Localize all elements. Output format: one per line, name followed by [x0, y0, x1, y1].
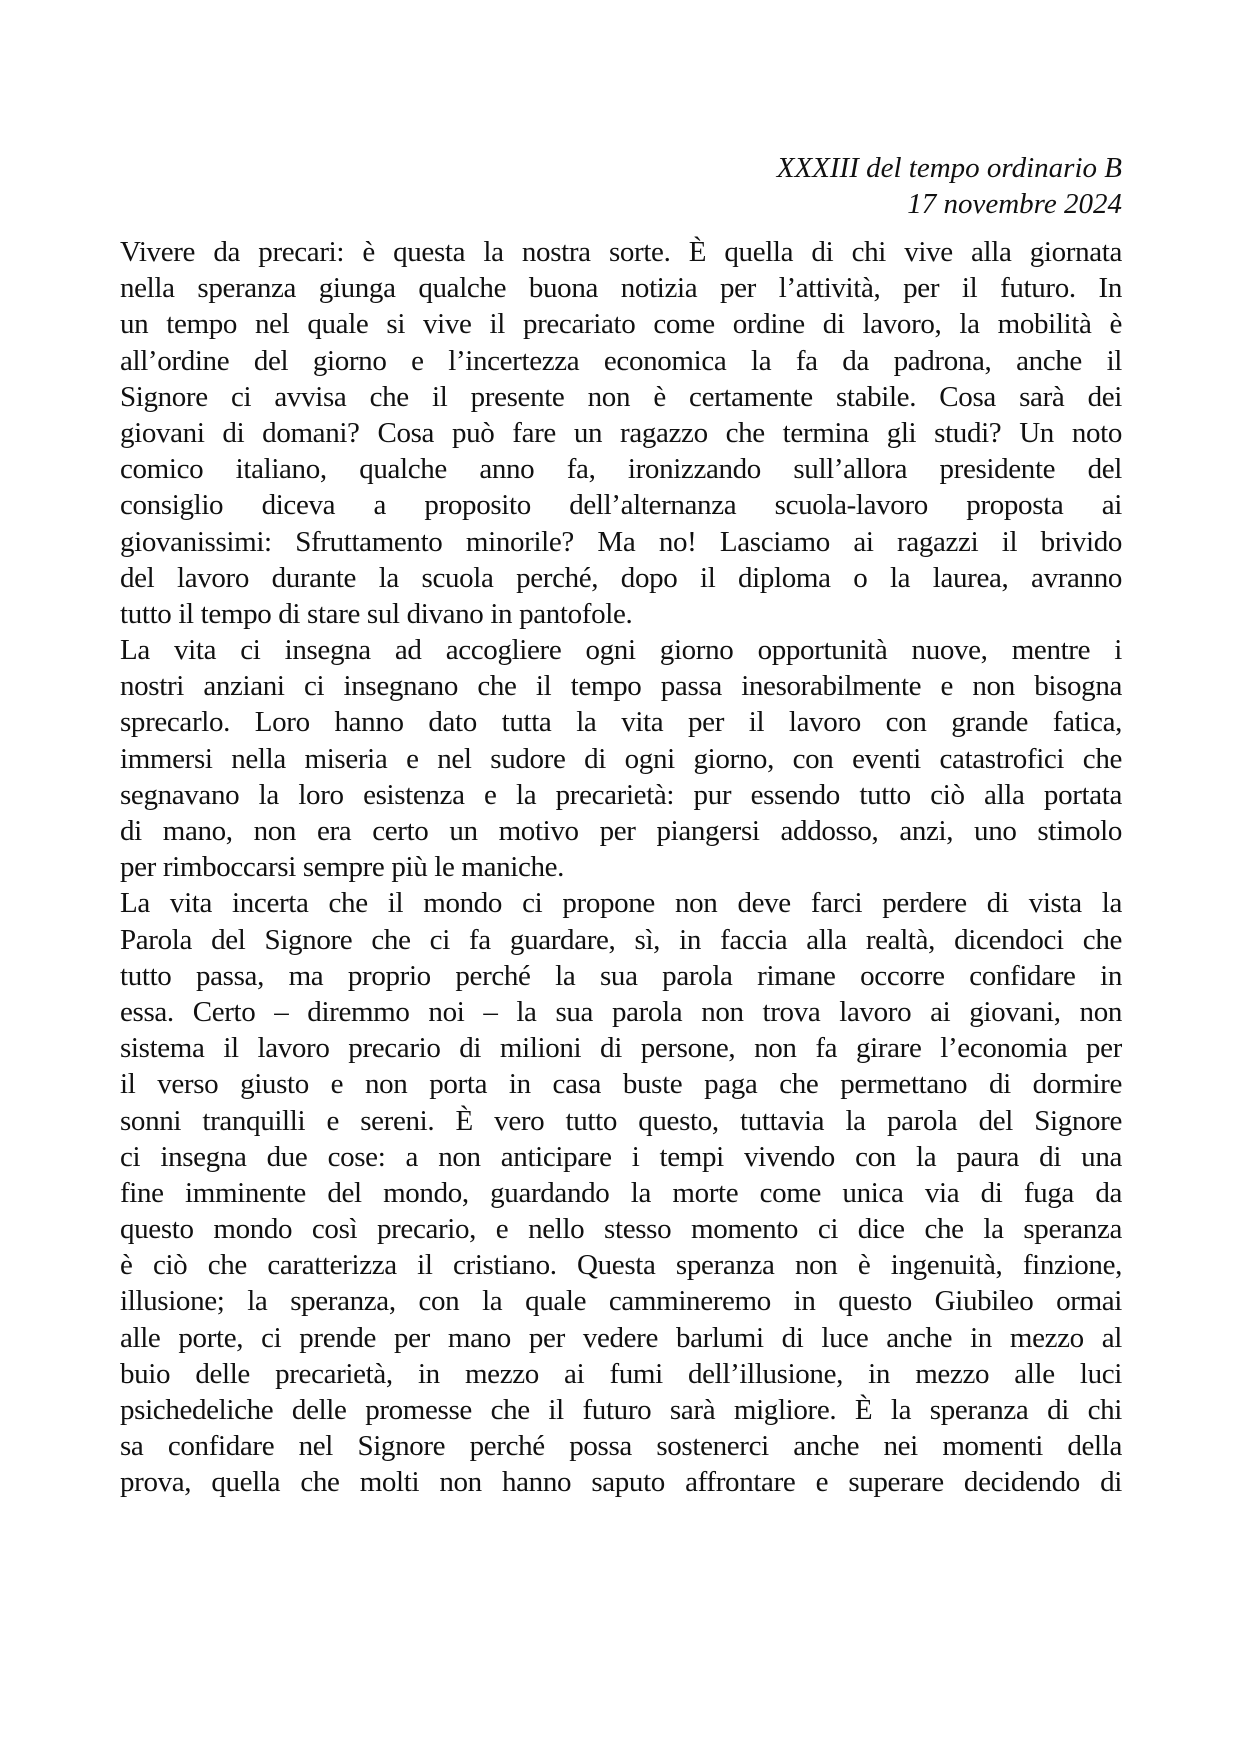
text-line: di mano, non era certo un motivo per piangersi addosso, anzi, uno stimolo [120, 815, 1122, 847]
text-line: per rimboccarsi sempre più le maniche. [120, 851, 565, 884]
document-header [777, 150, 1122, 222]
text-line: buio delle precarietà, in mezzo ai fumi dell’illusione, in mezzo alle luci [120, 1357, 1122, 1390]
text-line: Signore ci avvisa che il presente non è certamente stabile. Cosa sarà dei [120, 380, 1122, 413]
text-line: giovanissimi: Sfruttamento minorile? Ma no! Lasciamo ai ragazzi il brivido [120, 525, 1122, 558]
paragraph [120, 885, 1122, 1500]
text-line: Parola del Signore che ci fa guardare, sì, in faccia alla realtà, dicendoci che [120, 923, 1122, 956]
text-line: alle porte, ci prende per mano per vedere barlumi di luce anche in mezzo al [120, 1321, 1122, 1354]
text-line: illusione; la speranza, con la quale cammineremo in questo Giubileo ormai [120, 1285, 1122, 1318]
document-body [120, 234, 1122, 1501]
liturgical-title: XXXIII del tempo ordinario B [776, 152, 1122, 184]
document-date: 17 novembre 2024 [907, 188, 1122, 220]
text-line: sonni tranquilli e sereni. È vero tutto questo, tuttavia la parola del Signore [120, 1104, 1122, 1137]
text-line: immersi nella miseria e nel sudore di ogni giorno, con eventi catastrofici che [120, 742, 1122, 775]
text-line: tutto passa, ma proprio perché la sua parola rimane occorre confidare in [120, 959, 1122, 992]
text-line: sa confidare nel Signore perché possa sostenerci anche nei momenti della [120, 1430, 1122, 1463]
text-line: La vita ci insegna ad accogliere ogni giorno opportunità nuove, mentre i [120, 634, 1122, 667]
text-line: sprecarlo. Loro hanno dato tutta la vita per il lavoro con grande fatica, [120, 706, 1122, 739]
text-line: del lavoro durante la scuola perché, dopo il diploma o la laurea, avranno [120, 561, 1122, 594]
text-line: consiglio diceva a proposito dell’alternanza scuola-lavoro proposta ai [120, 489, 1122, 522]
text-line: prova, quella che molti non hanno saputo affrontare e superare decidendo di [120, 1466, 1122, 1499]
text-line: tutto il tempo di stare sul divano in pantofole. [120, 597, 633, 630]
text-line: comico italiano, qualche anno fa, ironizzando sull’allora presidente del [120, 453, 1122, 486]
text-line: questo mondo così precario, e nello stesso momento ci dice che la speranza [120, 1213, 1122, 1246]
text-line: fine imminente del mondo, guardando la morte come unica via di fuga da [120, 1176, 1122, 1209]
text-line: segnavano la loro esistenza e la precarietà: pur essendo tutto ciò alla portata [120, 778, 1122, 811]
text-line: giovani di domani? Cosa può fare un ragazzo che termina gli studi? Un noto [120, 416, 1122, 449]
paragraph [120, 234, 1122, 632]
text-line: ci insegna due cose: a non anticipare i tempi vivendo con la paura di una [120, 1140, 1122, 1173]
text-line: nostri anziani ci insegnano che il tempo passa inesorabilmente e non bisogna [120, 670, 1122, 703]
text-line: un tempo nel quale si vive il precariato come ordine di lavoro, la mobilità è [120, 308, 1122, 341]
text-line: Vivere da precari: è questa la nostra sorte. È quella di chi vive alla giornata [120, 236, 1122, 268]
text-line: psichedeliche delle promesse che il futuro sarà migliore. È la speranza di chi [120, 1394, 1122, 1426]
text-line: sistema il lavoro precario di milioni di persone, non fa girare l’economia per [120, 1032, 1122, 1065]
text-line: La vita incerta che il mondo ci propone non deve farci perdere di vista la [120, 887, 1122, 920]
text-line: è ciò che caratterizza il cristiano. Questa speranza non è ingenuità, finzione, [120, 1249, 1122, 1282]
text-line: nella speranza giunga qualche buona notizia per l’attività, per il futuro. In [120, 272, 1122, 305]
paragraph [120, 632, 1122, 885]
text-line: all’ordine del giorno e l’incertezza economica la fa da padrona, anche il [120, 344, 1122, 377]
text-line: il verso giusto e non porta in casa buste paga che permettano di dormire [120, 1068, 1122, 1101]
text-line: essa. Certo – diremmo noi – la sua parola non trova lavoro ai giovani, non [120, 995, 1122, 1028]
